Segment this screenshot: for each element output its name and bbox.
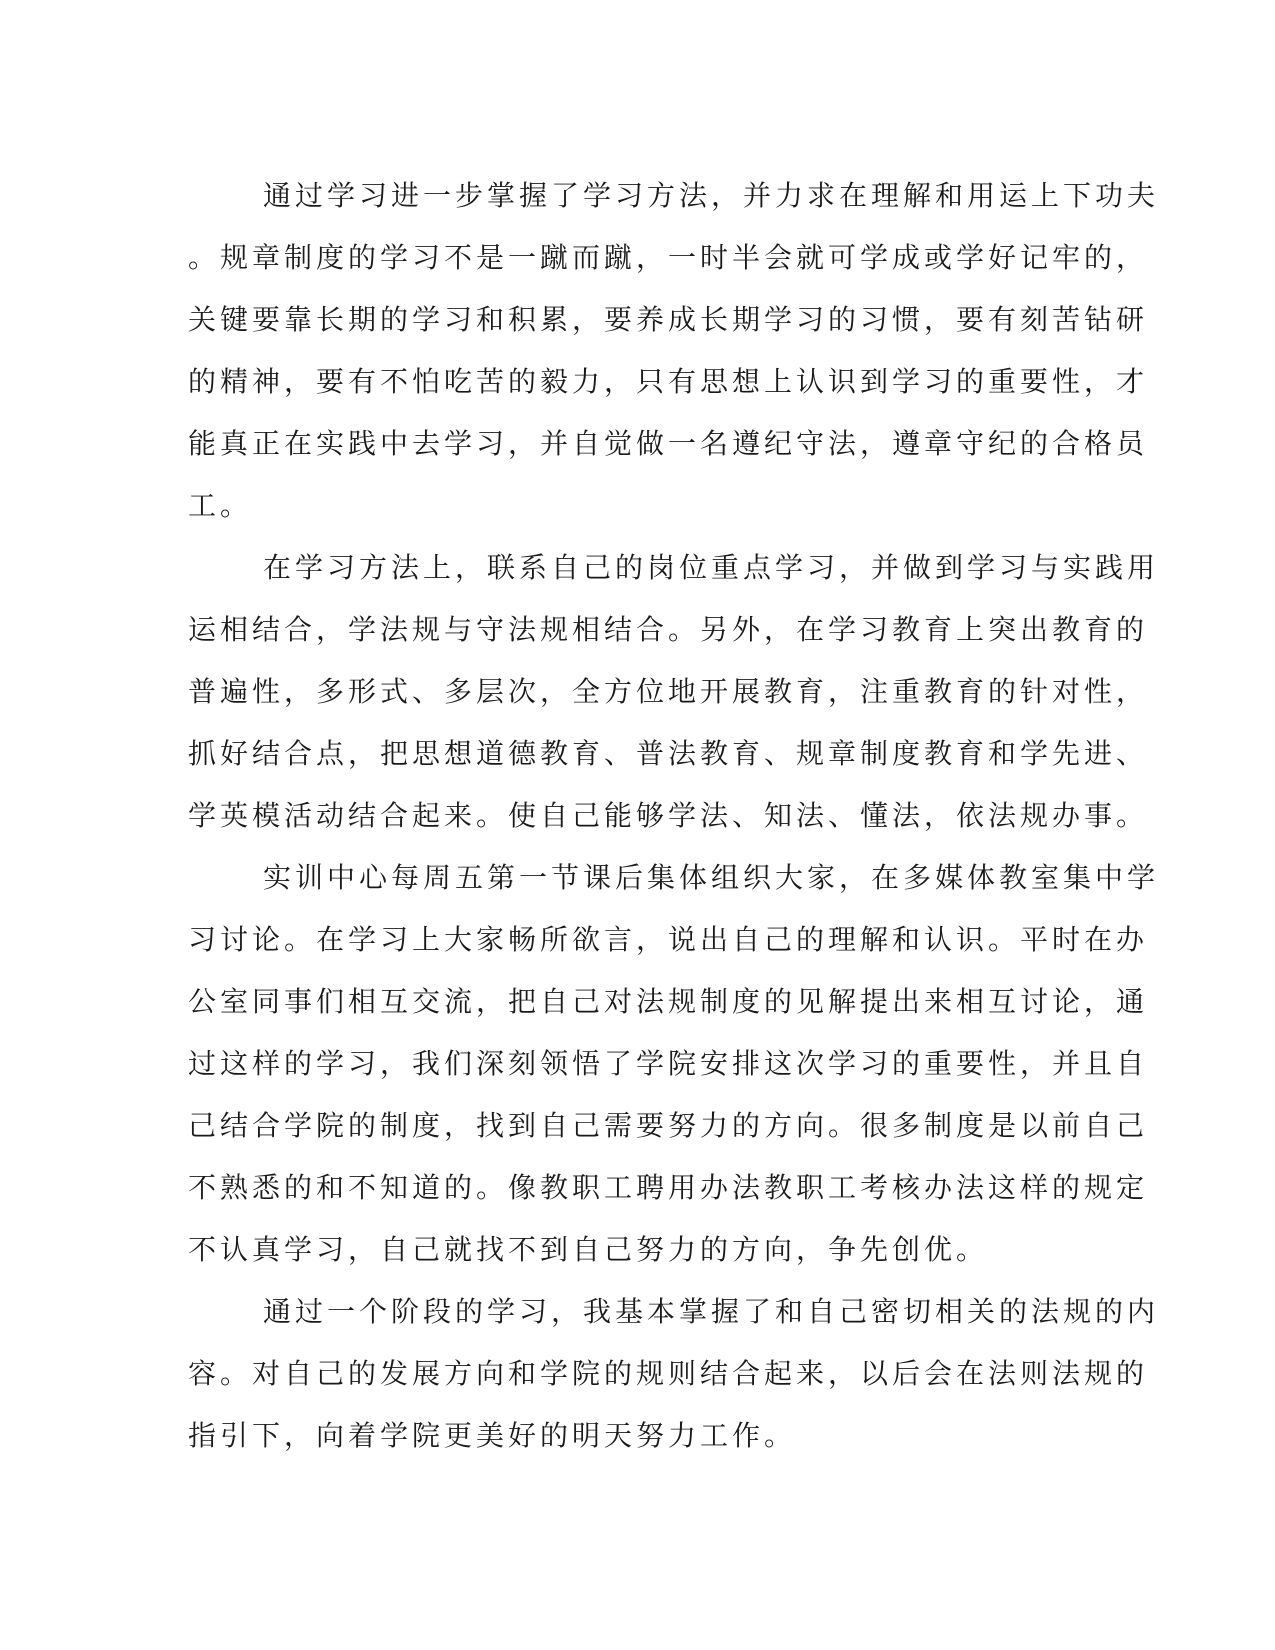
- paragraph-3-line-3: 公室同事们相互交流，把自己对法规制度的见解提出来相互讨论，通: [188, 985, 1149, 1018]
- paragraph-3-line-6: 不熟悉的和不知道的。像教职工聘用办法教职工考核办法这样的规定: [188, 1171, 1149, 1204]
- paragraph-3-line-4: 过这样的学习，我们深刻领悟了学院安排这次学习的重要性，并且自: [188, 1047, 1149, 1080]
- body-text: [188, 165, 1160, 1467]
- paragraph-3-line-2: 习讨论。在学习上大家畅所欲言，说出自己的理解和认识。平时在办: [188, 923, 1149, 956]
- paragraph-1-line-2: 。规章制度的学习不是一蹴而蹴，一时半会就可学成或学好记牢的，: [188, 241, 1149, 274]
- paragraph-2-line-2: 运相结合，学法规与守法规相结合。另外，在学习教育上突出教育的: [188, 613, 1149, 646]
- paragraph-4-line-1: 通过一个阶段的学习，我基本掌握了和自己密切相关的法规的内: [263, 1295, 1160, 1328]
- paragraph-3-line-7: 不认真学习，自己就找不到自己努力的方向，争先创优。: [188, 1233, 989, 1266]
- paragraph-1-line-3: 关键要靠长期的学习和积累，要养成长期学习的习惯，要有刻苦钻研: [188, 303, 1149, 336]
- paragraph-1-line-1: 通过学习进一步掌握了学习方法，并力求在理解和用运上下功夫: [263, 179, 1160, 212]
- paragraph-1-line-5: 能真正在实践中去学习，并自觉做一名遵纪守法，遵章守纪的合格员: [188, 427, 1149, 460]
- paragraph-4-line-3: 指引下，向着学院更美好的明天努力工作。: [188, 1419, 797, 1452]
- paragraph-2-line-3: 普遍性，多形式、多层次，全方位地开展教育，注重教育的针对性，: [188, 675, 1149, 708]
- paragraph-1-line-6: 工。: [188, 489, 253, 522]
- paragraph-2-line-5: 学英模活动结合起来。使自己能够学法、知法、懂法，依法规办事。: [188, 799, 1149, 832]
- paragraph-1-line-4: 的精神，要有不怕吃苦的毅力，只有思想上认识到学习的重要性，才: [188, 365, 1149, 398]
- paragraph-2-line-1: 在学习方法上，联系自己的岗位重点学习，并做到学习与实践用: [263, 551, 1160, 584]
- paragraph-2-line-4: 抓好结合点，把思想道德教育、普法教育、规章制度教育和学先进、: [188, 737, 1149, 770]
- paragraph-3-line-1: 实训中心每周五第一节课后集体组织大家，在多媒体教室集中学: [263, 861, 1160, 894]
- paragraph-4-line-2: 容。对自己的发展方向和学院的规则结合起来，以后会在法则法规的: [188, 1357, 1149, 1390]
- paragraph-3-line-5: 己结合学院的制度，找到自己需要努力的方向。很多制度是以前自己: [188, 1109, 1149, 1142]
